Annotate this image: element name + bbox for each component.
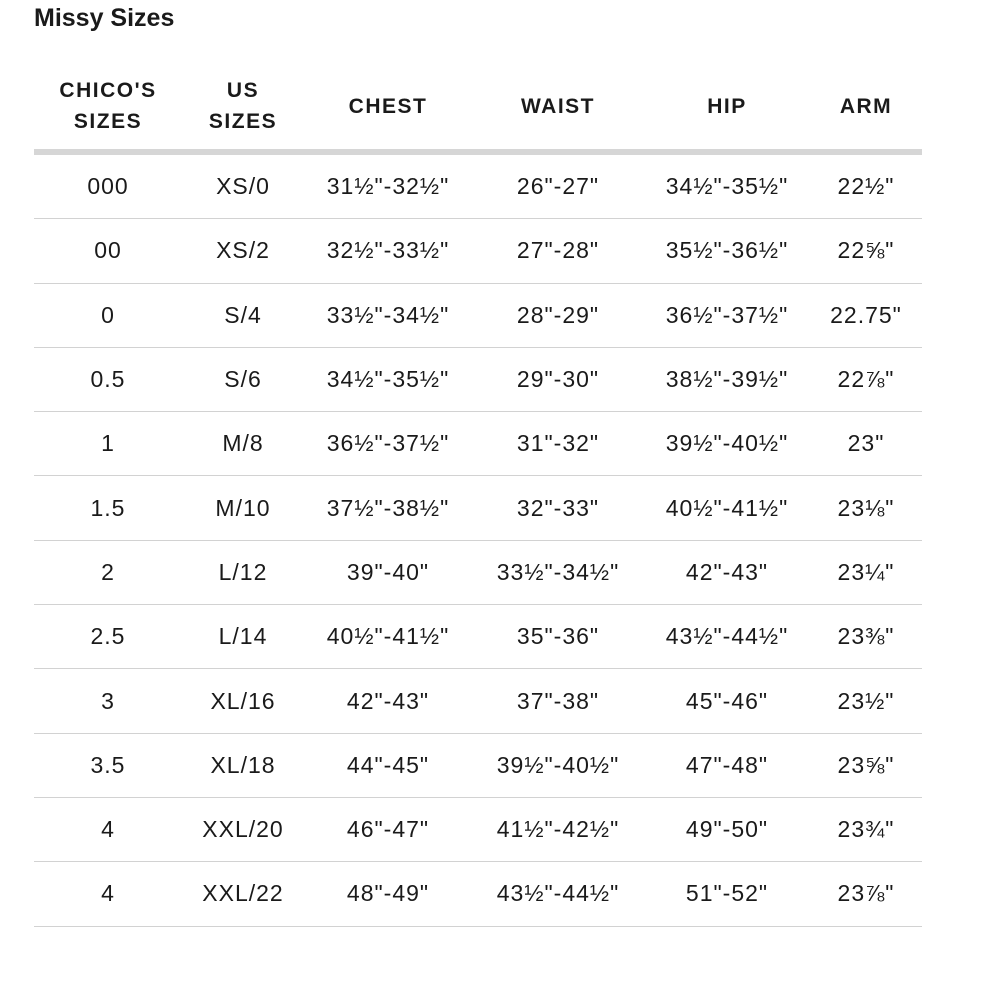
cell-hip: 49"-50" xyxy=(685,816,769,843)
cell-chicos-size: 3 xyxy=(101,687,115,714)
cell-waist: 31"-32" xyxy=(516,430,600,457)
table-row xyxy=(34,412,922,476)
cell-chicos-size: 0 xyxy=(101,301,115,328)
cell-chicos-size: 4 xyxy=(101,880,115,907)
cell-waist: 29"-30" xyxy=(516,366,600,393)
cell-chest: 48"-49" xyxy=(346,880,430,907)
table-row xyxy=(34,219,922,283)
cell-hip: 39½"-40½" xyxy=(665,430,789,457)
cell-arm: 22.75" xyxy=(830,301,902,328)
cell-arm: 22⅞" xyxy=(837,366,895,393)
cell-hip: 45"-46" xyxy=(685,687,769,714)
header-arm: ARM xyxy=(839,94,893,118)
cell-hip: 51"-52" xyxy=(685,880,769,907)
cell-arm: 23⅝" xyxy=(837,751,895,778)
cell-chicos-size: 0.5 xyxy=(90,366,126,393)
cell-waist: 32"-33" xyxy=(516,494,600,521)
cell-us-size: XL/16 xyxy=(210,687,276,714)
cell-us-size: XXL/20 xyxy=(202,816,284,843)
cell-hip: 43½"-44½" xyxy=(665,623,789,650)
cell-hip: 34½"-35½" xyxy=(665,173,789,200)
table-header-row xyxy=(34,64,922,148)
table-row xyxy=(34,155,922,219)
header-chicos-sizes xyxy=(34,75,182,137)
cell-arm: 23⅜" xyxy=(837,623,895,650)
table-row xyxy=(34,734,922,798)
cell-chest: 32½"-33½" xyxy=(326,237,450,264)
cell-waist: 27"-28" xyxy=(516,237,600,264)
cell-waist: 41½"-42½" xyxy=(496,816,620,843)
cell-chest: 37½"-38½" xyxy=(326,494,450,521)
header-us-sizes xyxy=(182,75,304,137)
cell-waist: 28"-29" xyxy=(516,301,600,328)
cell-arm: 22½" xyxy=(837,173,895,200)
table-row xyxy=(34,348,922,412)
cell-chest: 33½"-34½" xyxy=(326,301,450,328)
header-waist: WAIST xyxy=(521,94,595,118)
cell-us-size: XS/0 xyxy=(216,173,270,200)
cell-chest: 36½"-37½" xyxy=(326,430,450,457)
cell-us-size: XL/18 xyxy=(210,751,276,778)
header-label-line: SIZES xyxy=(208,110,278,133)
cell-chest: 40½"-41½" xyxy=(326,623,450,650)
header-label-line: CHICO'S xyxy=(59,79,157,102)
cell-chest: 42"-43" xyxy=(346,687,430,714)
cell-hip: 42"-43" xyxy=(685,558,769,585)
cell-chicos-size: 3.5 xyxy=(90,751,126,778)
cell-us-size: S/6 xyxy=(224,366,262,393)
cell-chest: 31½"-32½" xyxy=(326,173,450,200)
cell-chicos-size: 4 xyxy=(101,816,115,843)
table-row xyxy=(34,605,922,669)
cell-arm: 23⅛" xyxy=(837,494,895,521)
header-label-line: SIZES xyxy=(73,110,143,133)
cell-arm: 23⅞" xyxy=(837,880,895,907)
table-row xyxy=(34,862,922,926)
cell-arm: 23¾" xyxy=(837,816,895,843)
cell-waist: 26"-27" xyxy=(516,173,600,200)
table-row xyxy=(34,541,922,605)
cell-hip: 35½"-36½" xyxy=(665,237,789,264)
cell-us-size: XXL/22 xyxy=(202,880,284,907)
cell-waist: 37"-38" xyxy=(516,687,600,714)
cell-us-size: L/14 xyxy=(218,623,268,650)
header-chest: CHEST xyxy=(348,94,428,118)
cell-hip: 36½"-37½" xyxy=(665,301,789,328)
cell-hip: 47"-48" xyxy=(685,751,769,778)
cell-arm: 23" xyxy=(847,430,885,457)
cell-chest: 39"-40" xyxy=(346,558,430,585)
cell-waist: 35"-36" xyxy=(516,623,600,650)
cell-chicos-size: 000 xyxy=(87,173,129,200)
size-chart-table xyxy=(34,64,922,927)
cell-hip: 38½"-39½" xyxy=(665,366,789,393)
cell-chicos-size: 1 xyxy=(101,430,115,457)
cell-chicos-size: 00 xyxy=(94,237,122,264)
cell-waist: 33½"-34½" xyxy=(496,558,620,585)
header-hip: HIP xyxy=(707,94,747,118)
cell-chicos-size: 2 xyxy=(101,558,115,585)
cell-hip: 40½"-41½" xyxy=(665,494,789,521)
table-body xyxy=(34,155,922,927)
cell-arm: 23½" xyxy=(837,687,895,714)
cell-us-size: M/10 xyxy=(215,494,271,521)
cell-us-size: L/12 xyxy=(218,558,268,585)
cell-us-size: XS/2 xyxy=(216,237,270,264)
table-row xyxy=(34,669,922,733)
cell-chicos-size: 1.5 xyxy=(90,494,126,521)
table-row xyxy=(34,284,922,348)
cell-chicos-size: 2.5 xyxy=(90,623,126,650)
table-row xyxy=(34,798,922,862)
page-title: Missy Sizes xyxy=(34,4,175,32)
cell-us-size: S/4 xyxy=(224,301,262,328)
header-label-line: US xyxy=(226,79,260,102)
cell-waist: 39½"-40½" xyxy=(496,751,620,778)
cell-chest: 34½"-35½" xyxy=(326,366,450,393)
cell-chest: 46"-47" xyxy=(346,816,430,843)
table-row xyxy=(34,476,922,540)
cell-chest: 44"-45" xyxy=(346,751,430,778)
cell-arm: 22⅝" xyxy=(837,237,895,264)
cell-arm: 23¼" xyxy=(837,558,895,585)
cell-waist: 43½"-44½" xyxy=(496,880,620,907)
cell-us-size: M/8 xyxy=(222,430,264,457)
